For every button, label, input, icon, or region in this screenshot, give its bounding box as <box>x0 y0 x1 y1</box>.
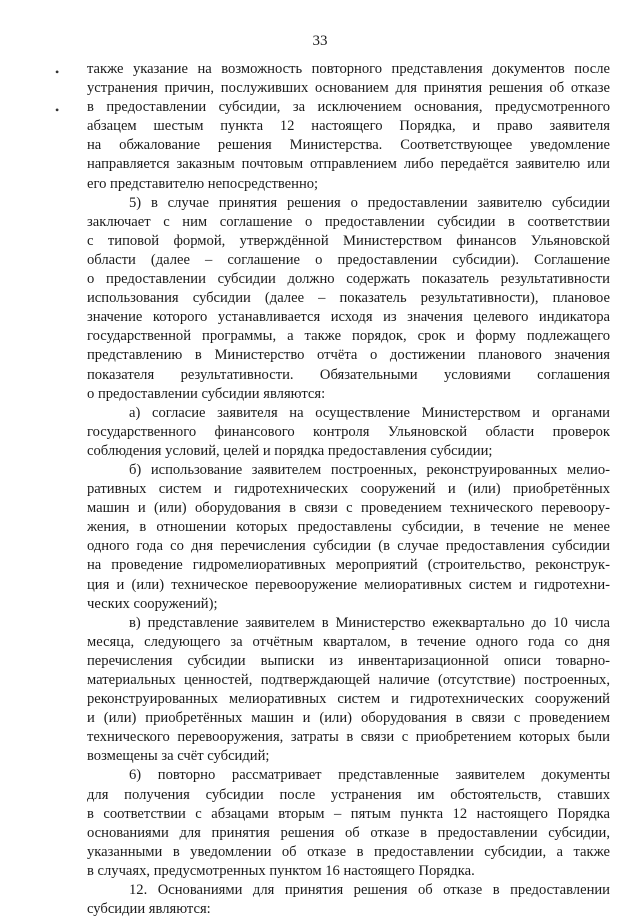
text-line: в) представление заявителем в Министерство ежеквартально до 10 числа <box>129 614 610 631</box>
text-line: соблюдения условий, целей и порядка предоставления субсидии; <box>87 442 493 459</box>
text-line: на обжалование решения Министерства. Соответствующее уведомление <box>87 137 610 154</box>
margin-mark-2: • <box>55 103 60 117</box>
text-line: технического перевооружения, затраты в связи с приобретением которых были <box>87 729 610 746</box>
text-line: перечисления субсидии выписки из инвентаризационной описи товарно- <box>87 652 610 669</box>
text-line: месяца, следующего за отчётным кварталом, в течение одного года со дня <box>87 633 610 650</box>
text-line: абзацем шестым пункта 12 настоящего Порядка, и право заявителя <box>87 118 610 135</box>
text-line: и (или) приобретённых машин и (или) оборудования в связи с проведением <box>87 710 610 727</box>
text-line: устранения причин, послуживших основанием для принятия решения об отказе <box>87 80 610 97</box>
text-line: в соответствии с абзацами вторым – пятым пункта 12 настоящего Порядка <box>87 805 610 822</box>
text-line: ческих сооружений); <box>87 595 218 612</box>
text-line: государственной программы, а также порядок, срок и форму подлежащего <box>87 328 610 345</box>
text-line: области (далее – соглашение о предоставлении субсидии). Соглашение <box>87 251 610 268</box>
text-line: а) согласие заявителя на осуществление Министерством и органами <box>129 404 610 421</box>
text-line: основаниями для принятия решения об отказе в предоставлении субсидии, <box>87 824 610 841</box>
text-line: показателя результативности. Обязательными условиями соглашения <box>87 366 610 383</box>
text-line: машин и (или) оборудования в связи с проведением технического перевоору- <box>87 500 610 517</box>
text-line: на проведение гидромелиоративных мероприятий (строительство, реконструк- <box>87 557 610 574</box>
text-line: ративных систем и гидротехнических сооружений и (или) приобретённых <box>87 481 610 498</box>
margin-mark-1: • <box>55 65 60 79</box>
text-line: его представителю непосредственно; <box>87 175 319 192</box>
text-line: 6) повторно рассматривает представленные заявителем документы <box>129 767 610 784</box>
text-line: о предоставлении субсидии должно содержать показатель результативности <box>87 271 610 288</box>
text-line: направляется заказным почтовым отправлением либо передаётся заявителю или <box>87 156 610 173</box>
text-line: также указание на возможность повторного представления документов после <box>87 61 610 77</box>
text-line: реконструированных мелиоративных систем и гидротехнических сооружений <box>87 691 610 708</box>
text-line: для получения субсидии после устранения им обстоятельств, ставших <box>87 786 610 803</box>
text-line: возмещены за счёт субсидий; <box>87 748 270 765</box>
text-line: 12. Основаниями для принятия решения об отказе в предоставлении <box>129 882 610 899</box>
text-line: одного года со дня перечисления субсидии (в случае предоставления субсидии <box>87 538 610 555</box>
text-line: государственного финансового контроля Ульяновской области проверок <box>87 423 610 440</box>
text-line: представлению в Министерство отчёта о достижении планового значения <box>87 347 610 364</box>
text-line: ция и (или) техническое перевооружение мелиоративных систем и гидротехни- <box>87 576 610 593</box>
text-line: заключает с ним соглашение о предоставлении субсидии в соответствии <box>87 213 610 230</box>
text-line: материальных ценностей, подтверждающей наличие (отсутствие) построенных, <box>87 672 610 688</box>
text-line: в случаях, предусмотренных пунктом 16 настоящего Порядка. <box>87 862 475 879</box>
text-line: значение которого устанавливается исходя из значения целевого индикатора <box>87 309 610 326</box>
text-line: о предоставлении субсидии являются: <box>87 385 326 402</box>
text-line: субсидии являются: <box>87 901 211 918</box>
text-line: б) использование заявителем построенных, реконструированных мелио- <box>129 461 610 478</box>
text-line: указанными в уведомлении об отказе в предоставлении субсидии, а также <box>87 843 610 860</box>
text-line: жения, в отношении которых предоставлены субсидии, в течение не менее <box>87 519 610 536</box>
text-line: использования субсидии (далее – показатель результативности), плановое <box>87 290 610 307</box>
text-line: 5) в случае принятия решения о предоставлении заявителю субсидии <box>129 194 610 211</box>
text-line: в предоставлении субсидии, за исключением основания, предусмотренного <box>87 99 610 116</box>
text-line: с типовой формой, утверждённой Министерством финансов Ульяновской <box>87 232 610 249</box>
page-number: 33 <box>312 33 328 49</box>
document-body <box>87 60 610 919</box>
